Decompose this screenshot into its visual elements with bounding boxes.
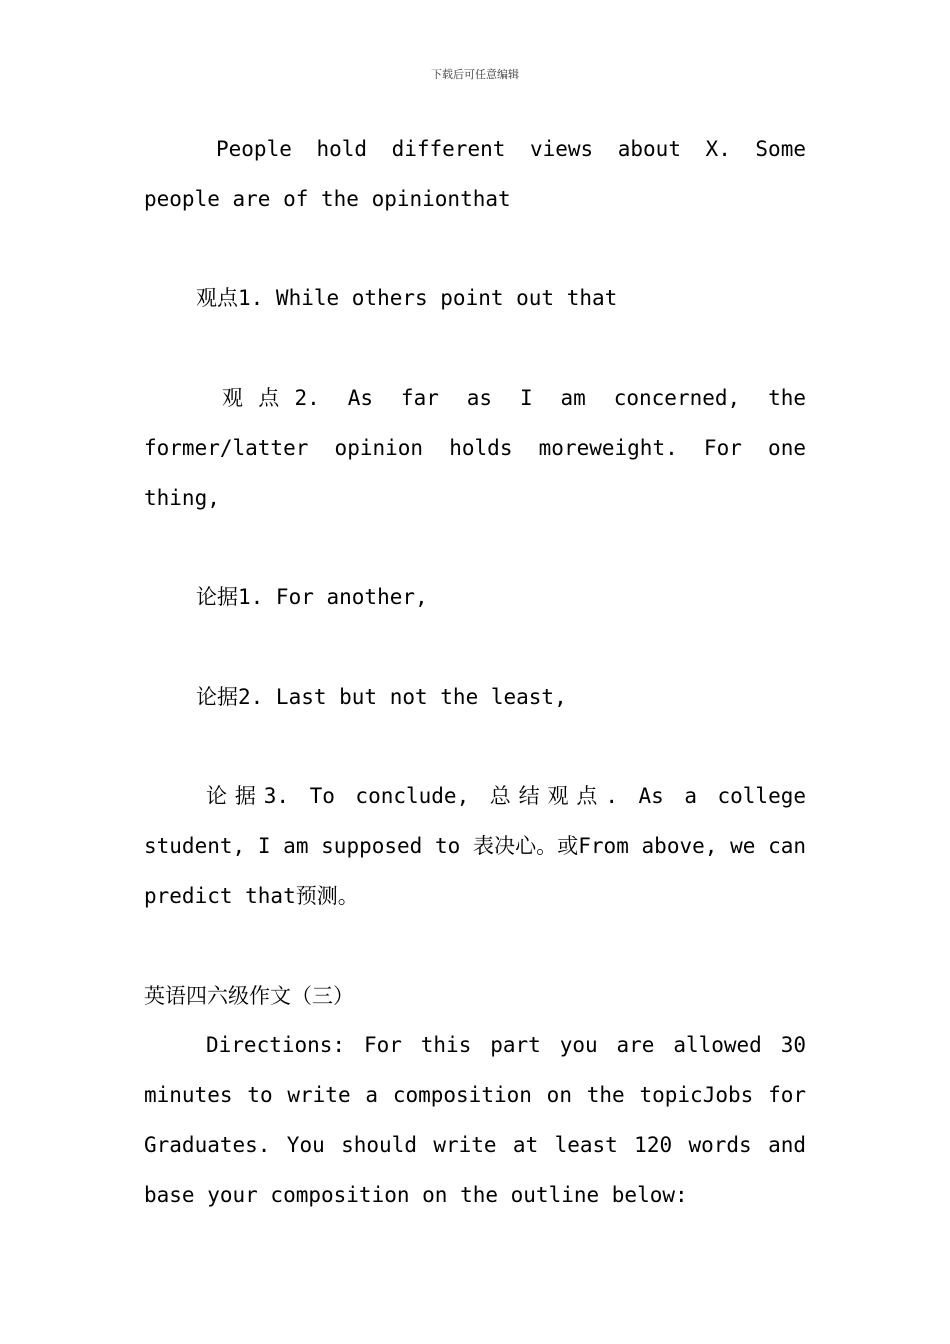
document-body — [144, 125, 806, 1221]
section-heading: 英语四六级作文（三） — [144, 983, 354, 1008]
paragraph-conclusion: 论据3. To conclude, 总结观点. As a college student, I am supposed to 表决心。或From above, we can predict that预测。 — [144, 784, 806, 908]
paragraph-intro: People hold different views about X. Some people are of the opinionthat — [144, 137, 806, 211]
paragraph-argument-1: 论据1. For another, — [196, 585, 428, 610]
paragraph-viewpoint-2: 观点2. As far as I am concerned, the former/latter opinion holds moreweight. For one thing, — [144, 385, 806, 510]
page-header: 下载后可任意编辑 — [431, 68, 519, 81]
paragraph-viewpoint-1: 观点1. While others point out that — [196, 286, 618, 311]
paragraph-directions: Directions: For this part you are allowed 30 minutes to write a composition on the topicJobs for Graduates. You should write at least 120 words and base your composition on the outline below: — [144, 1033, 806, 1207]
paragraph-argument-2: 论据2. Last but not the least, — [196, 684, 567, 709]
